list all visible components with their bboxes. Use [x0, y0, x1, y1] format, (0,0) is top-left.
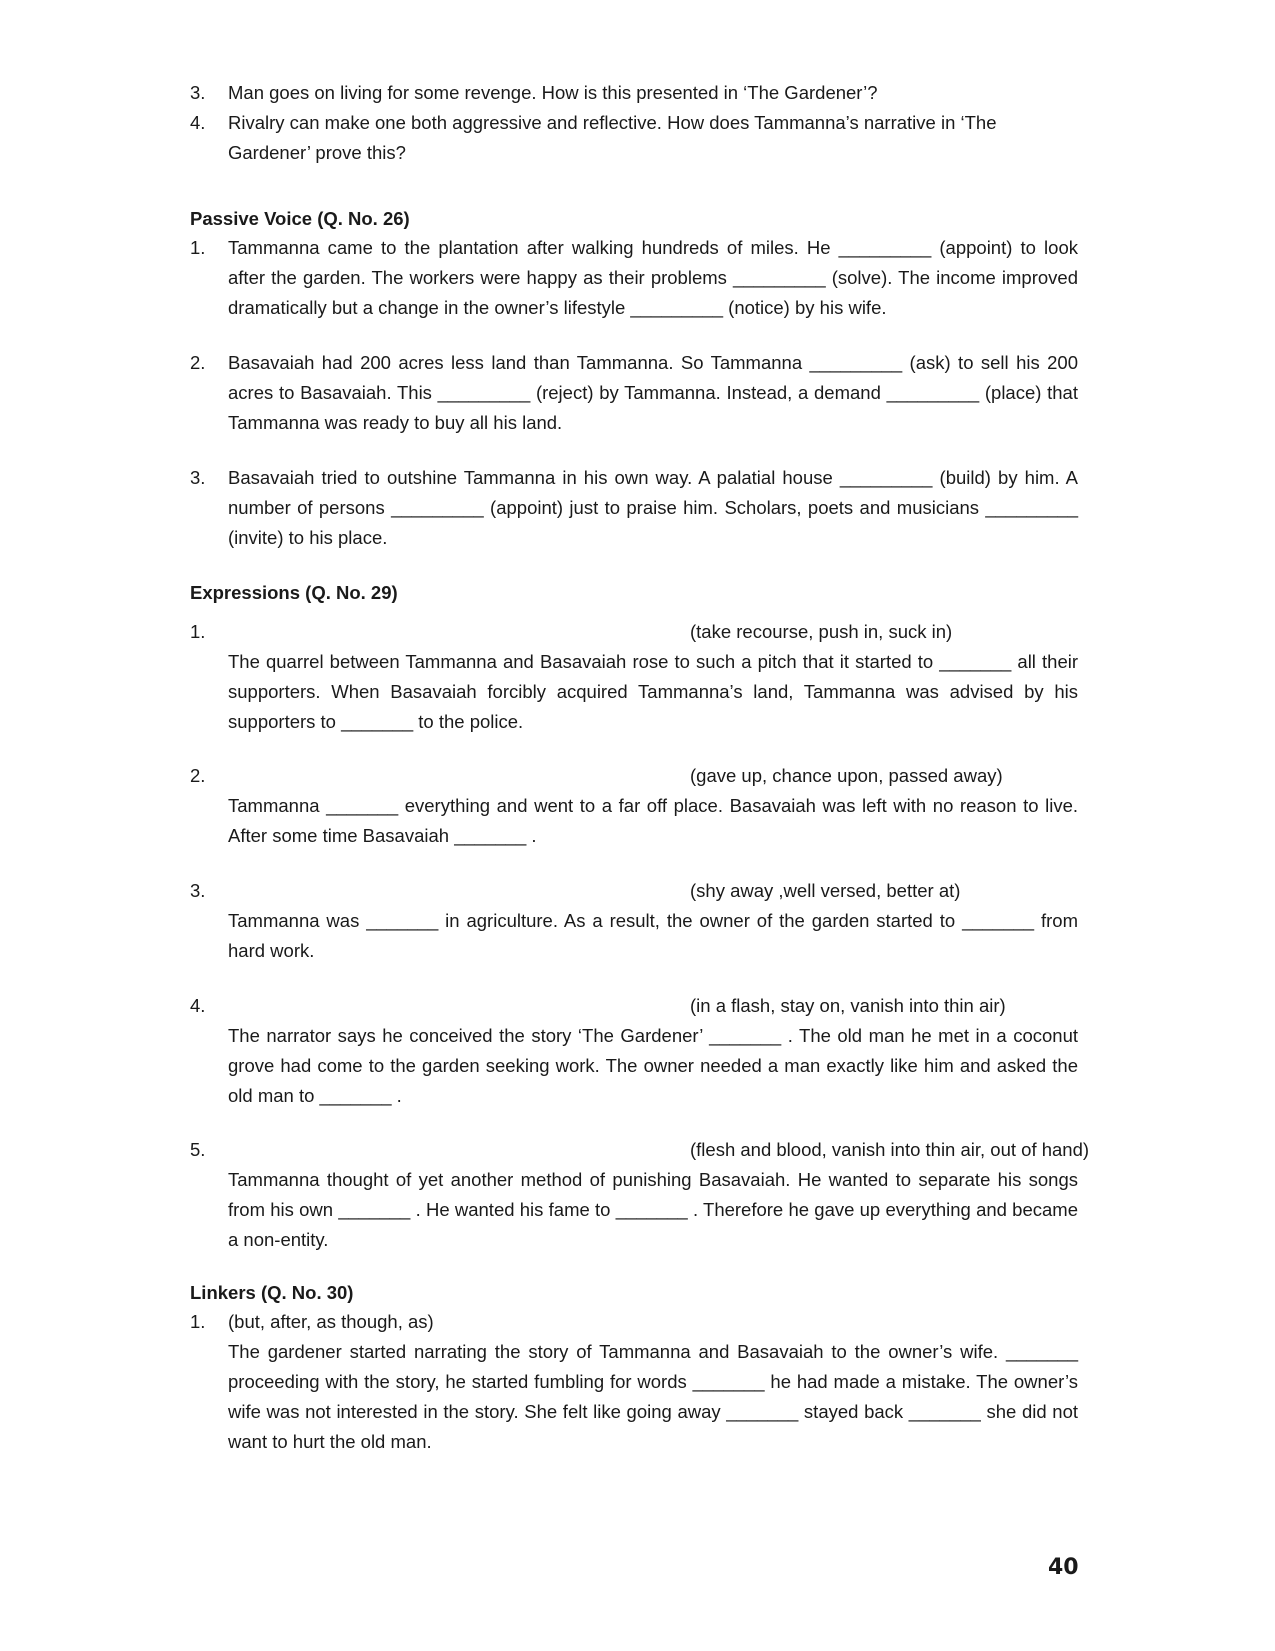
item-number: 1. [190, 1311, 206, 1332]
exercise-text: The gardener started narrating the story of Tammanna and Basavaiah to the owner’s wife. _______ proceeding with the story, he started fumbling for words _______ he had made a mistake. The owner’s wife was not interested in the story. She felt like going away _______ stayed back _______ she did not want to hurt the old man. [228, 1341, 1078, 1452]
item-number: 4. [190, 112, 206, 133]
item-number: 3. [190, 467, 206, 488]
exercise-item [190, 991, 1078, 1111]
exercise-text: Basavaiah tried to outshine Tammanna in his own way. A palatial house _________ (build) by him. A number of persons _________ (appoint) just to praise him. Scholars, poets and musicians _________ (invite) to his place. [228, 467, 1078, 548]
item-number: 1. [190, 237, 206, 258]
question-item [190, 78, 1078, 108]
word-hint: (in a flash, stay on, vanish into thin air) [690, 995, 1006, 1016]
item-number: 3. [190, 880, 206, 901]
exercise-item [190, 876, 1078, 966]
word-hint: (shy away ,well versed, better at) [690, 880, 961, 901]
page-number: 40 [1048, 1555, 1079, 1580]
exercise-text: Tammanna came to the plantation after walking hundreds of miles. He _________ (appoint) to look after the garden. The workers were happy as their problems _________ (solve). The income improved dramatically but a change in the owner’s lifestyle _________ (notice) by his wife. [228, 237, 1078, 318]
section-heading-expressions: Expressions (Q. No. 29) [190, 582, 398, 603]
question-text: Rivalry can make one both aggressive and reflective. How does Tammanna’s narrative in ‘The Gardener’ prove this? [228, 112, 997, 163]
exercise-text: Tammanna _______ everything and went to a far off place. Basavaiah was left with no reason to live. After some time Basavaiah _______ . [228, 795, 1078, 846]
exercise-item [190, 1135, 1090, 1255]
exercise-text: Basavaiah had 200 acres less land than Tammanna. So Tammanna _________ (ask) to sell his 200 acres to Basavaiah. This _________ (reject) by Tammanna. Instead, a demand _________ (place) that Tammanna was ready to buy all his land. [228, 352, 1078, 433]
item-number: 2. [190, 352, 206, 373]
section-heading-passive-voice: Passive Voice (Q. No. 26) [190, 208, 410, 229]
item-number: 3. [190, 82, 206, 103]
question-text: Man goes on living for some revenge. How is this presented in ‘The Gardener’? [228, 82, 878, 103]
exercise-item [190, 463, 1078, 553]
question-item [190, 108, 1078, 168]
exercise-item [190, 348, 1078, 438]
word-hint: (gave up, chance upon, passed away) [690, 765, 1003, 786]
item-number: 2. [190, 765, 206, 786]
item-number: 5. [190, 1139, 206, 1160]
exercise-text: Tammanna thought of yet another method of punishing Basavaiah. He wanted to separate his songs from his own _______ . He wanted his fame to _______ . Therefore he gave up everything and became a non-entity. [228, 1169, 1078, 1250]
exercise-item [190, 233, 1078, 323]
item-number: 1. [190, 621, 206, 642]
section-heading-linkers: Linkers (Q. No. 30) [190, 1282, 354, 1303]
exercise-item [190, 761, 1078, 851]
word-hint: (take recourse, push in, suck in) [690, 621, 953, 642]
exercise-item [190, 1307, 1078, 1457]
word-hint: (flesh and blood, vanish into thin air, out of hand) [690, 1139, 1090, 1160]
exercise-text: The narrator says he conceived the story ‘The Gardener’ _______ . The old man he met in a coconut grove had come to the garden seeking work. The owner needed a man exactly like him and asked the old man to _______ . [228, 1025, 1078, 1106]
exercise-item [190, 617, 1078, 737]
exercise-text: Tammanna was _______ in agriculture. As a result, the owner of the garden started to _______ from hard work. [228, 910, 1078, 961]
exercise-text: The quarrel between Tammanna and Basavaiah rose to such a pitch that it started to _______ all their supporters. When Basavaiah forcibly acquired Tammanna’s land, Tammanna was advised by his supporters to _______ to the police. [228, 651, 1078, 732]
item-number: 4. [190, 995, 206, 1016]
word-hint: (but, after, as though, as) [228, 1311, 434, 1332]
